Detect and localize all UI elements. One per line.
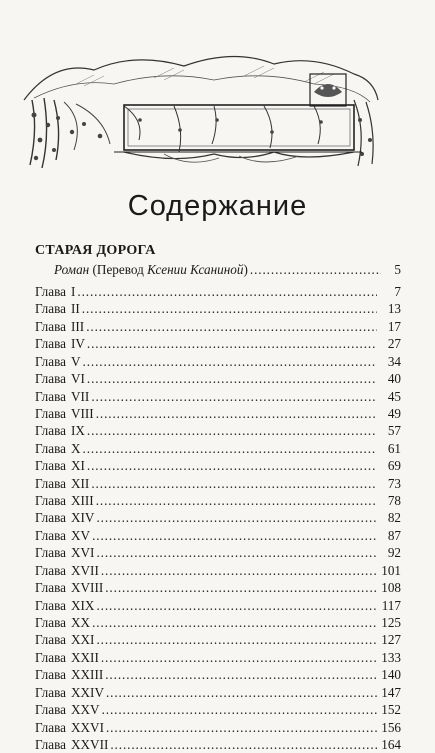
dot-leader bbox=[106, 719, 377, 736]
chapter-entry[interactable] bbox=[35, 457, 401, 474]
chapter-word: Глава bbox=[35, 318, 66, 334]
page-number: 108 bbox=[381, 580, 401, 596]
page-number: 61 bbox=[387, 440, 401, 456]
chapter-entry[interactable] bbox=[35, 736, 401, 753]
page-number: 117 bbox=[381, 597, 401, 613]
dot-leader bbox=[87, 335, 377, 352]
chapter-numeral: XXV bbox=[71, 702, 100, 718]
dot-leader bbox=[110, 736, 377, 753]
chapter-word: Глава bbox=[35, 423, 66, 439]
chapter-entry[interactable] bbox=[35, 719, 401, 736]
page-number: 7 bbox=[394, 284, 401, 299]
chapter-numeral: III bbox=[71, 318, 85, 334]
chapter-numeral: VI bbox=[71, 371, 85, 387]
chapter-numeral: XXI bbox=[71, 632, 95, 648]
page-number: 101 bbox=[381, 562, 401, 578]
chapter-numeral: XIX bbox=[71, 597, 95, 613]
chapter-entry[interactable] bbox=[35, 562, 401, 579]
chapter-entry[interactable] bbox=[35, 318, 401, 335]
page-number: 147 bbox=[381, 684, 401, 700]
page-number: 17 bbox=[387, 318, 401, 334]
dot-leader bbox=[87, 457, 377, 474]
dot-leader bbox=[96, 544, 377, 561]
dot-leader bbox=[105, 666, 377, 683]
page-number: 164 bbox=[381, 736, 401, 752]
novel-entry-text bbox=[54, 261, 248, 279]
chapter-word: Глава bbox=[35, 301, 66, 317]
page-number: 78 bbox=[387, 493, 401, 509]
novel-genre: Роман bbox=[54, 262, 90, 277]
chapter-word: Глава bbox=[35, 440, 66, 456]
chapter-word: Глава bbox=[35, 527, 66, 543]
chapter-entry[interactable] bbox=[35, 300, 401, 317]
chapter-entry[interactable] bbox=[35, 353, 401, 370]
page-number: 45 bbox=[387, 388, 401, 404]
dot-leader bbox=[102, 701, 377, 718]
chapter-word: Глава bbox=[35, 510, 66, 526]
page-number: 57 bbox=[387, 423, 401, 439]
dot-leader bbox=[91, 475, 377, 492]
dot-leader bbox=[96, 509, 377, 526]
chapter-word: Глава bbox=[35, 719, 66, 735]
chapter-numeral: X bbox=[71, 440, 81, 456]
section-title: СТАРАЯ ДОРОГА bbox=[35, 243, 156, 258]
chapter-numeral: IV bbox=[71, 336, 85, 352]
dot-leader bbox=[96, 492, 377, 509]
dot-leader bbox=[87, 370, 377, 387]
translator-name: Ксении Ксаниной bbox=[147, 262, 244, 277]
chapter-word: Глава bbox=[35, 405, 66, 421]
dot-leader bbox=[91, 388, 377, 405]
dot-leader bbox=[96, 631, 377, 648]
dot-leader bbox=[86, 318, 377, 335]
chapter-entry[interactable] bbox=[35, 579, 401, 596]
chapter-entry[interactable] bbox=[35, 701, 401, 718]
chapter-numeral: XXVII bbox=[71, 736, 109, 752]
dot-leader bbox=[101, 562, 377, 579]
chapter-entry[interactable] bbox=[35, 631, 401, 648]
chapter-word: Глава bbox=[35, 597, 66, 613]
chapter-word: Глава bbox=[35, 615, 66, 631]
chapter-entry[interactable] bbox=[35, 335, 401, 352]
chapter-entry[interactable] bbox=[35, 405, 401, 422]
chapter-word: Глава bbox=[35, 458, 66, 474]
chapter-numeral: XV bbox=[71, 527, 91, 543]
chapter-entry[interactable] bbox=[35, 475, 401, 492]
chapter-numeral: XX bbox=[71, 615, 91, 631]
chapter-numeral: XXIV bbox=[71, 684, 104, 700]
page-number: 34 bbox=[387, 353, 401, 369]
chapter-word: Глава bbox=[35, 493, 66, 509]
chapter-entry[interactable] bbox=[35, 440, 401, 457]
page-number: 13 bbox=[387, 301, 401, 317]
page-number: 69 bbox=[387, 458, 401, 474]
chapter-entry[interactable] bbox=[35, 527, 401, 544]
dot-leader bbox=[106, 684, 377, 701]
chapter-numeral: XVI bbox=[71, 545, 95, 561]
chapter-word: Глава bbox=[35, 736, 66, 752]
chapter-numeral: V bbox=[71, 353, 81, 369]
page-number: 156 bbox=[381, 719, 401, 735]
chapter-entry[interactable] bbox=[35, 422, 401, 439]
page-number: 82 bbox=[387, 510, 401, 526]
dot-leader bbox=[77, 283, 377, 300]
chapter-list bbox=[35, 283, 401, 753]
chapter-numeral: XIV bbox=[71, 510, 95, 526]
dot-leader bbox=[250, 261, 381, 279]
chapter-word: Глава bbox=[35, 371, 66, 387]
chapter-entry[interactable] bbox=[35, 370, 401, 387]
page-number: 140 bbox=[381, 667, 401, 683]
chapter-numeral: XXII bbox=[71, 649, 99, 665]
chapter-numeral: VIII bbox=[71, 405, 94, 421]
dot-leader bbox=[83, 440, 377, 457]
chapter-entry[interactable] bbox=[35, 509, 401, 526]
chapter-numeral: XXVI bbox=[71, 719, 104, 735]
page-number: 27 bbox=[387, 336, 401, 352]
dot-leader bbox=[87, 422, 377, 439]
chapter-word: Глава bbox=[35, 684, 66, 700]
chapter-entry[interactable] bbox=[35, 544, 401, 561]
page-number: 92 bbox=[387, 545, 401, 561]
chapter-word: Глава bbox=[35, 545, 66, 561]
dot-leader bbox=[83, 353, 377, 370]
chapter-entry[interactable] bbox=[35, 283, 401, 300]
decorative-headpiece-illustration bbox=[14, 40, 384, 170]
dot-leader bbox=[82, 300, 377, 317]
chapter-numeral: XXIII bbox=[71, 667, 104, 683]
translator-open: (Перевод bbox=[92, 262, 148, 277]
page-number: 87 bbox=[387, 527, 401, 543]
chapter-word: Глава bbox=[35, 388, 66, 404]
chapter-word: Глава bbox=[35, 632, 66, 648]
chapter-word: Глава bbox=[35, 336, 66, 352]
page-number: 5 bbox=[394, 262, 401, 277]
dot-leader bbox=[101, 649, 377, 666]
dot-leader bbox=[96, 405, 377, 422]
chapter-numeral: XVII bbox=[71, 562, 99, 578]
chapter-numeral: IX bbox=[71, 423, 85, 439]
dot-leader bbox=[105, 579, 377, 596]
contents-heading: Содержание bbox=[127, 190, 308, 222]
chapter-entry[interactable] bbox=[35, 388, 401, 405]
dot-leader bbox=[92, 527, 377, 544]
chapter-numeral: I bbox=[71, 284, 76, 299]
chapter-numeral: XII bbox=[71, 475, 90, 491]
chapter-numeral: XVIII bbox=[71, 580, 104, 596]
chapter-word: Глава bbox=[35, 667, 66, 683]
chapter-numeral: XIII bbox=[71, 493, 94, 509]
page-number: 127 bbox=[381, 632, 401, 648]
chapter-entry[interactable] bbox=[35, 614, 401, 631]
page-number: 152 bbox=[381, 702, 401, 718]
chapter-numeral: XI bbox=[71, 458, 85, 474]
page-number: 73 bbox=[387, 475, 401, 491]
chapter-word: Глава bbox=[35, 353, 66, 369]
dot-leader bbox=[92, 614, 377, 631]
chapter-numeral: VII bbox=[71, 388, 90, 404]
chapter-word: Глава bbox=[35, 702, 66, 718]
chapter-entry[interactable] bbox=[35, 649, 401, 666]
novel-entry[interactable] bbox=[54, 261, 401, 279]
chapter-word: Глава bbox=[35, 580, 66, 596]
dot-leader bbox=[96, 597, 377, 614]
chapter-word: Глава bbox=[35, 475, 66, 491]
chapter-entry[interactable] bbox=[35, 492, 401, 509]
page-number: 40 bbox=[387, 371, 401, 387]
chapter-entry[interactable] bbox=[35, 684, 401, 701]
chapter-word: Глава bbox=[35, 284, 66, 299]
chapter-word: Глава bbox=[35, 649, 66, 665]
chapter-numeral: II bbox=[71, 301, 80, 317]
page-number: 133 bbox=[381, 649, 401, 665]
chapter-word: Глава bbox=[35, 562, 66, 578]
chapter-entry[interactable] bbox=[35, 597, 401, 614]
translator-close: ) bbox=[243, 262, 248, 277]
page-number: 125 bbox=[381, 615, 401, 631]
chapter-entry[interactable] bbox=[35, 666, 401, 683]
page-number: 49 bbox=[387, 405, 401, 421]
